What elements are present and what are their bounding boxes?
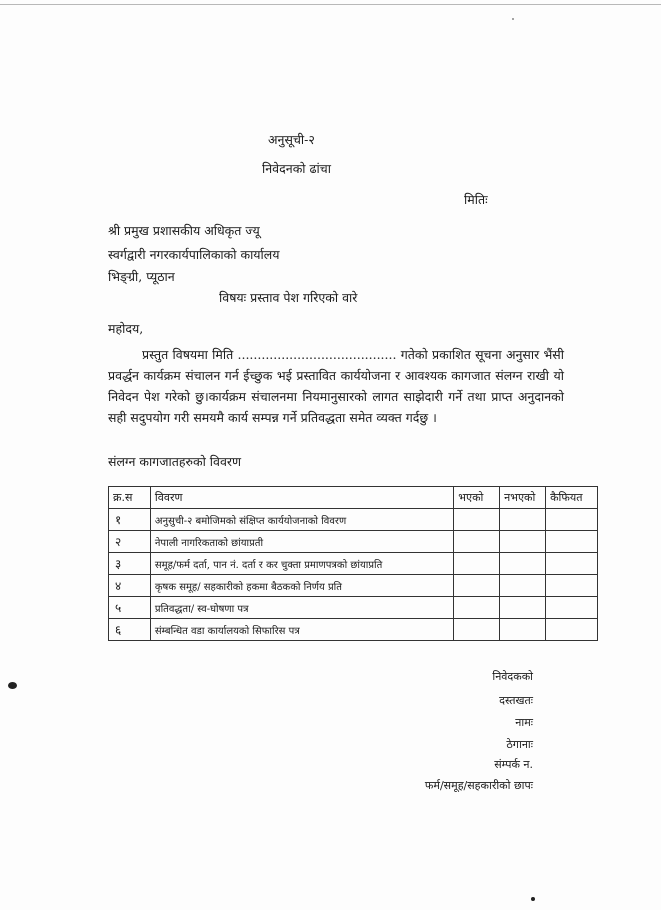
ink-speck [531, 897, 535, 901]
addressee-title: श्री प्रमुख प्रशासकीय अधिकृत ज्यू [108, 223, 260, 238]
header-available: भएको [454, 487, 500, 509]
table-row [109, 575, 598, 597]
attachments-heading: संलग्न कागजातहरुको विवरण [108, 454, 242, 469]
header-sn: क्र.स [109, 487, 151, 509]
applicant-label: निवेदकको [492, 670, 533, 683]
table-row [109, 597, 598, 619]
row-description: नेपाली नागरिकताको छांयाप्रती [150, 531, 453, 553]
row-sn: २ [109, 531, 151, 553]
subject-line: विषयः प्रस्ताव पेश गरिएको वारे [219, 290, 358, 305]
available-cell [454, 597, 500, 619]
scan-edge-line [0, 4, 661, 5]
addressee-location: भिङ्ग्री, प्यूठान [108, 269, 175, 284]
row-description: कृषक समूह/ सहकारीको हकमा बैठकको निर्णय प्रति [150, 575, 453, 597]
row-sn: ५ [109, 597, 151, 619]
not-available-cell [500, 553, 546, 575]
header-remarks: कैफियत [546, 487, 598, 509]
not-available-cell [500, 509, 546, 531]
attachments-table [108, 486, 598, 641]
available-cell [454, 553, 500, 575]
address-label: ठेगानाः [506, 738, 533, 751]
contact-label: संम्पर्क न. [494, 758, 533, 771]
remarks-cell [546, 531, 598, 553]
row-description: अनुसुची-२ बमोजिमको संक्षिप्त कार्ययोजनाको विवरण [150, 509, 453, 531]
available-cell [454, 531, 500, 553]
available-cell [454, 619, 500, 641]
name-label: नामः [515, 716, 533, 729]
body-paragraph [108, 344, 564, 428]
available-cell [454, 575, 500, 597]
remarks-cell [546, 597, 598, 619]
ink-spot [8, 682, 17, 689]
table-row [109, 531, 598, 553]
not-available-cell [500, 575, 546, 597]
remarks-cell [546, 575, 598, 597]
signature-label: दस्तखतः [499, 694, 533, 707]
table-row [109, 509, 598, 531]
header-description: विवरण [150, 487, 453, 509]
row-sn: ६ [109, 619, 151, 641]
remarks-cell [546, 509, 598, 531]
remarks-cell [546, 619, 598, 641]
annex-label: अनुसूची-२ [268, 132, 315, 147]
row-sn: ४ [109, 575, 151, 597]
row-sn: १ [109, 509, 151, 531]
row-sn: ३ [109, 553, 151, 575]
addressee-office: स्वर्गद्वारी नगरकार्यपालिकाको कार्यालय [108, 247, 280, 262]
not-available-cell [500, 619, 546, 641]
salutation: महोदय, [108, 321, 144, 336]
date-label: मितिः [464, 192, 488, 207]
row-description: प्रतिवद्धता/ स्व-घोषणा पत्र [150, 597, 453, 619]
table-header-row [109, 487, 598, 509]
header-not-available: नभएको [500, 487, 546, 509]
not-available-cell [500, 597, 546, 619]
stamp-label: फर्म/समूह/सहकारीको छापः [424, 779, 533, 792]
table-row [109, 619, 598, 641]
available-cell [454, 509, 500, 531]
row-description: समूह/फर्म दर्ता, पान नं. दर्ता र कर चुक्ता प्रमाणपत्रको छांयाप्रति [150, 553, 453, 575]
not-available-cell [500, 531, 546, 553]
table-row [109, 553, 598, 575]
row-description: संम्बन्धित वडा कार्यालयको सिफारिस पत्र [150, 619, 453, 641]
form-title: निवेदनको ढांचा [262, 161, 331, 176]
body-text: प्रस्तुत विषयमा मिति ........................................ गतेको प्रकाशित सूचना अनुसार भैंसी प्रवर्द्धन कार्यक्रम संचालन गर्न ईच्छुक भई प्रस्तावित कार्ययोजना र आवश्यक कागजात संलग्न राखी यो निवेदन पेश गरेको छु।कार्यक्रम संचालनमा नियमानुसारको लागत साझेदारी गर्ने तथा प्राप्त अनुदानको सही सदुपयोग गरी समयमै कार्य सम्पन्न गर्ने प्रतिवद्धता समेत व्यक्त गर्दछु । [108, 347, 564, 425]
ink-speck [512, 18, 514, 20]
remarks-cell [546, 553, 598, 575]
